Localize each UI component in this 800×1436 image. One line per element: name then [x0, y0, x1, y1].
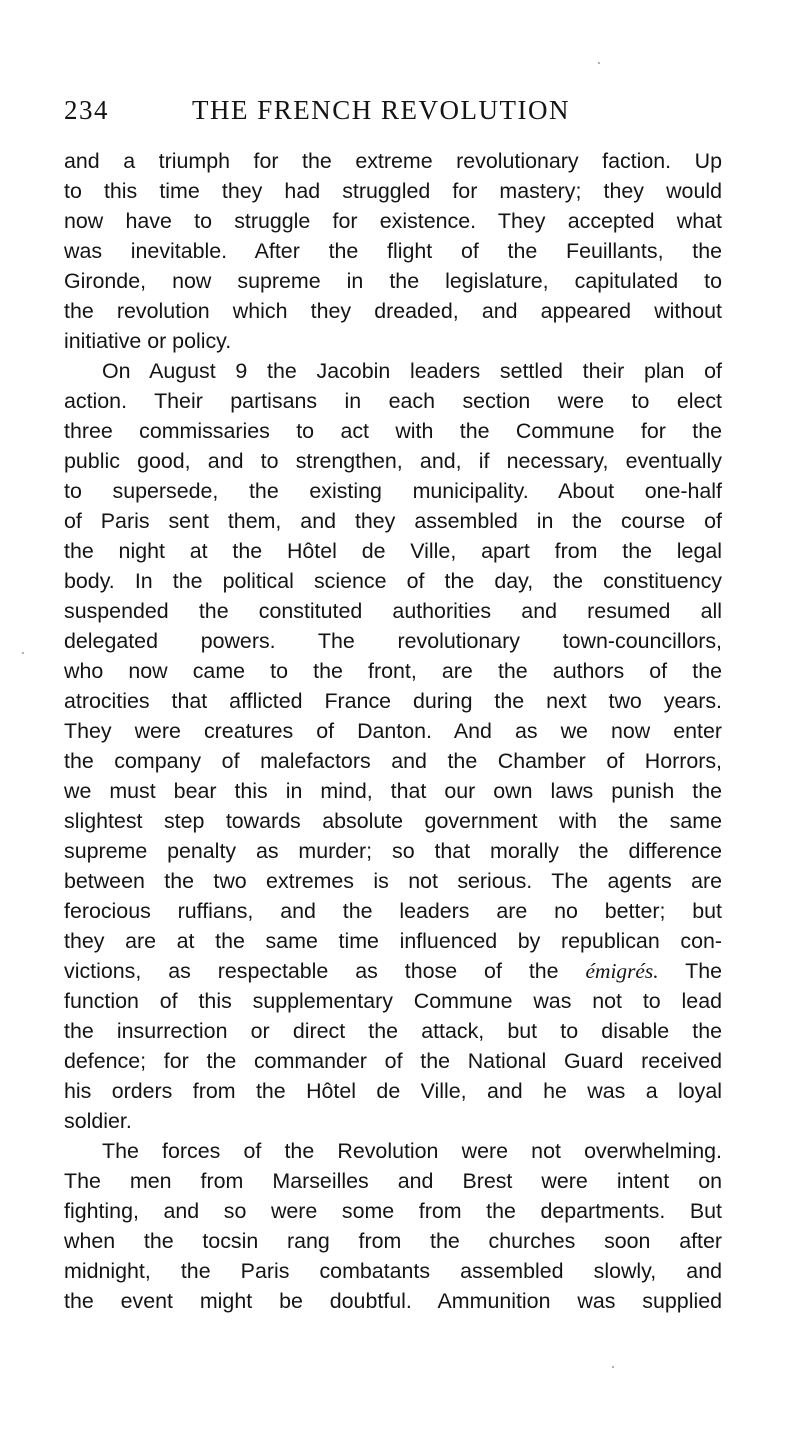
body-text: [64, 146, 722, 1316]
text-line: slightest step towards absolute government with the same: [64, 809, 722, 833]
text-line: action. Their partisans in each section were to elect: [64, 389, 722, 413]
paragraph-3: [64, 1136, 722, 1316]
text-line: and a triumph for the extreme revolutionary faction. Up: [64, 149, 722, 173]
text-line: three commissaries to act with the Commune for the: [64, 419, 722, 443]
text-line: of Paris sent them, and they assembled in the course of: [64, 509, 722, 533]
text-line: The forces of the Revolution were not overwhelming.: [102, 1139, 722, 1163]
scan-speck: [612, 1366, 614, 1368]
text-line: fighting, and so were some from the departments. But: [64, 1199, 722, 1223]
text-line: between the two extremes is not serious. The agents are: [64, 869, 722, 893]
scan-speck: [22, 652, 24, 654]
text-segment: victions, as respectable as those of the: [64, 959, 586, 983]
text-line: his orders from the Hôtel de Ville, and he was a loyal: [64, 1079, 722, 1103]
text-line: initiative or policy.: [64, 329, 232, 353]
text-line: they are at the same time influenced by republican con-: [64, 929, 722, 953]
page-number: 234: [64, 95, 109, 125]
text-line: suspended the constituted authorities and resumed all: [64, 599, 722, 623]
text-line: ferocious ruffians, and the leaders are no better; but: [64, 899, 722, 923]
text-line: defence; for the commander of the National Guard received: [64, 1049, 722, 1073]
running-title: THE FRENCH REVOLUTION: [192, 95, 570, 125]
text-line: who now came to the front, are the authors of the: [64, 659, 722, 683]
text-line: public good, and to strengthen, and, if necessary, eventually: [64, 449, 722, 473]
text-line: function of this supplementary Commune was not to lead: [64, 989, 722, 1013]
text-line: the revolution which they dreaded, and appeared without: [64, 299, 722, 323]
text-line: we must bear this in mind, that our own laws punish the: [64, 779, 722, 803]
text-segment: The: [658, 959, 723, 983]
text-line: the company of malefactors and the Chamber of Horrors,: [64, 749, 722, 773]
italic-word: émigrés.: [585, 959, 659, 983]
text-line: Gironde, now supreme in the legislature, capitulated to: [64, 269, 722, 293]
text-line: atrocities that afflicted France during the next two years.: [64, 689, 722, 713]
text-line: midnight, the Paris combatants assembled slowly, and: [64, 1259, 722, 1283]
text-line: the event might be doubtful. Ammunition was supplied: [64, 1289, 722, 1313]
text-line: The men from Marseilles and Brest were intent on: [64, 1169, 722, 1193]
text-line: the insurrection or direct the attack, but to disable the: [64, 1019, 722, 1043]
text-line: to this time they had struggled for mastery; they would: [64, 179, 722, 203]
text-line: soldier.: [64, 1109, 132, 1133]
paragraph-2: [64, 356, 722, 1136]
text-line: the night at the Hôtel de Ville, apart from the legal: [64, 539, 722, 563]
running-header: [64, 92, 724, 128]
text-line: to supersede, the existing municipality. About one-half: [64, 479, 722, 503]
text-line: On August 9 the Jacobin leaders settled their plan of: [102, 359, 722, 383]
text-line: supreme penalty as murder; so that morally the difference: [64, 839, 722, 863]
text-line: body. In the political science of the day, the constituency: [64, 569, 722, 593]
text-line: was inevitable. After the flight of the Feuillants, the: [64, 239, 722, 263]
text-line: when the tocsin rang from the churches soon after: [64, 1229, 722, 1253]
text-line: now have to struggle for existence. They accepted what: [64, 209, 722, 233]
text-line: They were creatures of Danton. And as we now enter: [64, 719, 722, 743]
text-line: delegated powers. The revolutionary town-councillors,: [64, 629, 722, 653]
scan-speck: [598, 62, 600, 64]
paragraph-1: [64, 146, 722, 356]
text-line-with-italic: [64, 956, 722, 986]
